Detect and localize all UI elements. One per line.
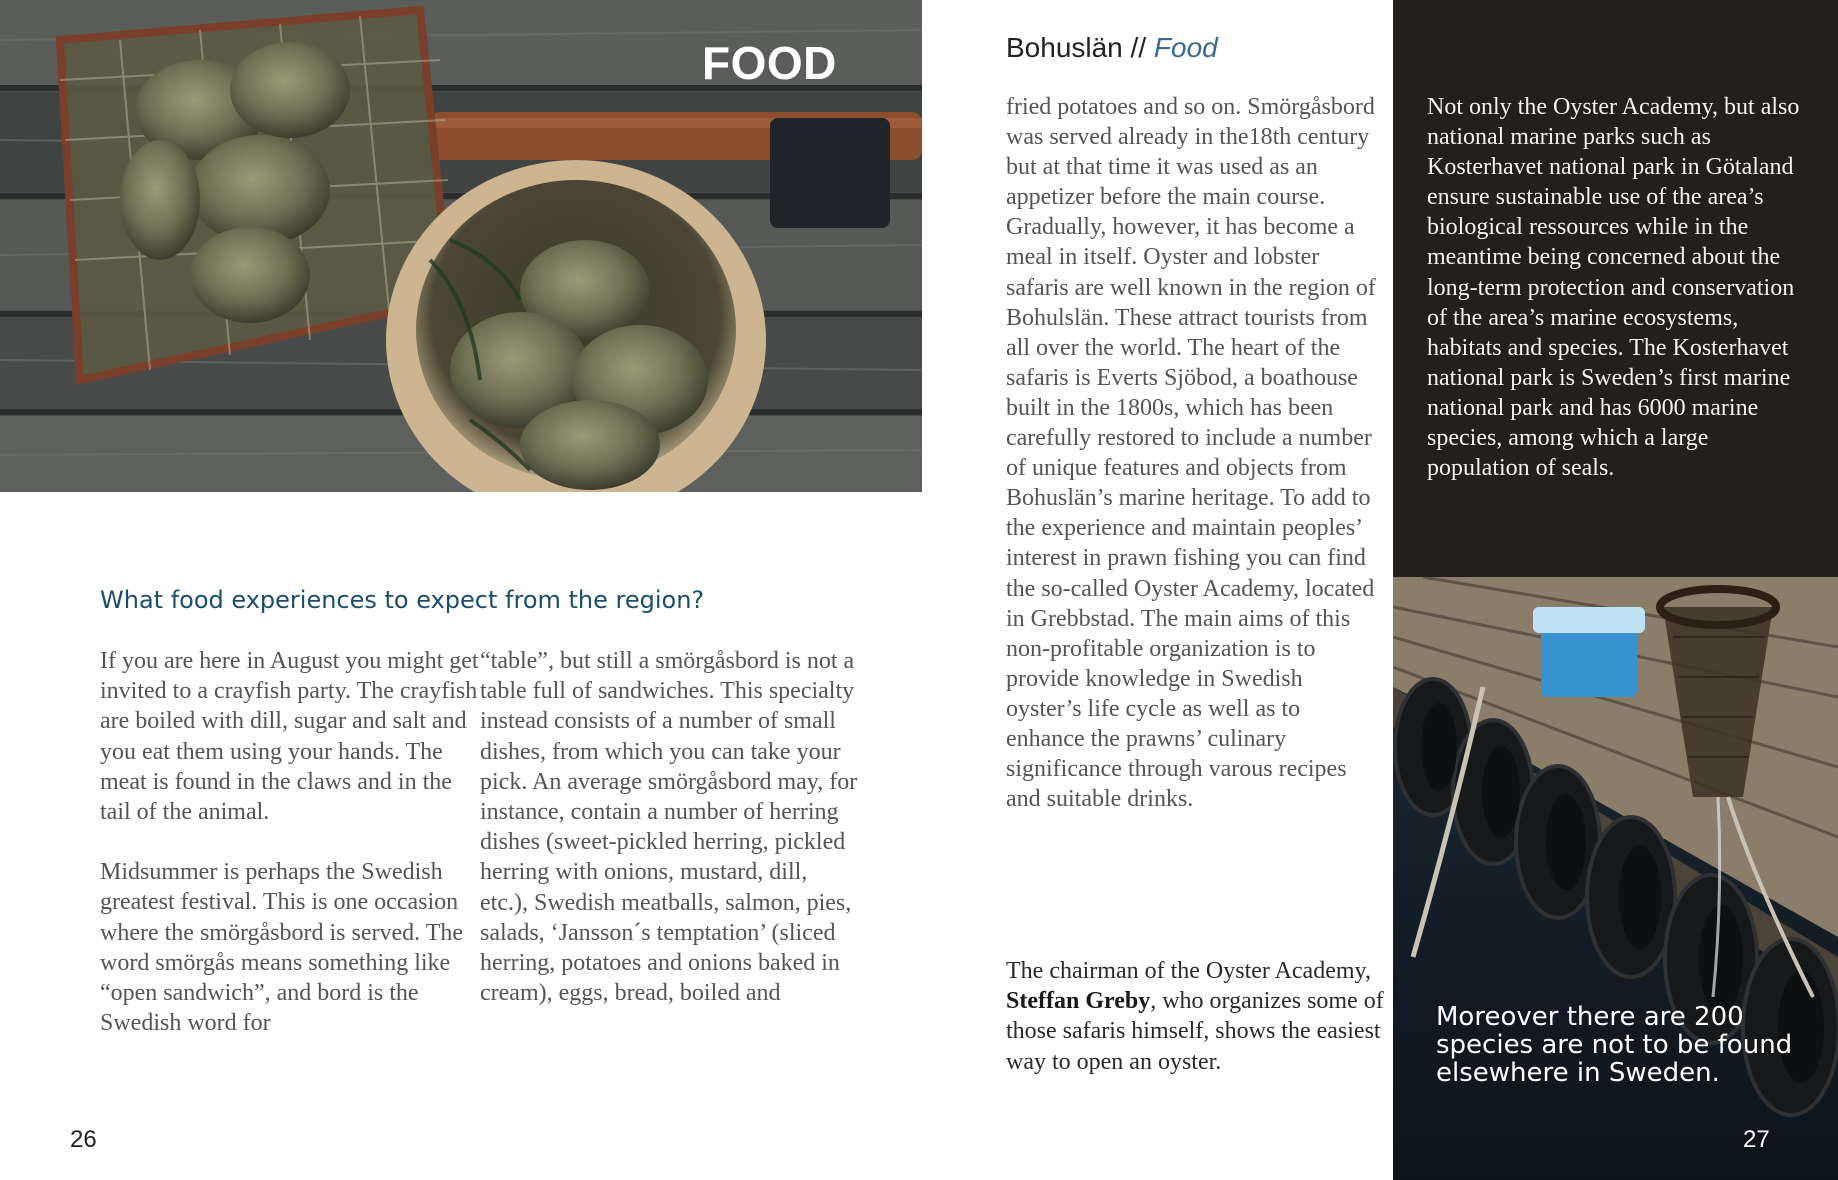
caption-name: Steffan Greby xyxy=(1006,988,1151,1015)
text-column-3: fried potatoes and so on. Smörgåsbord was served already in the18th century but at that time it was used as an appetizer before the main course. Gradually, however, it has become a meal in itself. Oyster and lobster safaris are well known in the region of Bohulslän. These attract tourists from all over the world. The heart of the safaris is Everts Sjöbod, a boathouse built in the 1800s, which has been carefully restored to include a number of unique features and objects from Bohuslän’s marine heritage. To add to the experience and maintain peoples’ interest in prawn fishing you can find the so-called Oyster Academy, located in Grebbstad. The main aims of this non-profitable organization is to provide knowledge in Swedish oyster’s life cycle as well as to enhance the prawns’ culinary significance through varous recipes and suitable drinks. xyxy=(1006,94,1376,813)
page-number-left: 26 xyxy=(70,1126,97,1153)
heading-topic: Food xyxy=(1153,32,1218,63)
paragraph-midsummer: Midsummer is perhaps the Swedish greatest festival. This is one occasion where the smörgåsbord is served. The word smörgås means something like “open sandwich”, and bord is the Swedish word for xyxy=(100,859,464,1037)
pier-tires-photo xyxy=(1393,577,1838,1180)
caption-text-before: The chairman of the Oyster Academy, xyxy=(1006,958,1371,984)
page-number-right: 27 xyxy=(1743,1126,1770,1153)
info-box-text: Not only the Oyster Academy, but also national marine parks such as Kosterhavet national park in Götaland ensure sustainable use of the area’s biological ressources while in the meantime being concerned about the long-term protection and conservation of the area’s marine ecosystems, habitats and species. The Kosterhavet national park is Sweden’s first marine national park and has 6000 marine species, among which a large population of seals. xyxy=(1427,94,1800,482)
text-column-1 xyxy=(100,646,480,1068)
paragraph-smorgasbord: “table”, but still a smörgåsbord is not a table full of sandwiches. This specialty instead consists of a number of small dishes, from which you can take your pick. An average smörgåsbord may, for instance, contain a number of herring dishes (sweet-pickled herring, pickled herring with onions, mustard, dill, etc.), Swedish meatballs, salmon, pies, salads, ‘Jansson´s temptation’ (sliced herring, potatoes and onions baked in cream), eggs, bread, boiled and xyxy=(480,648,858,1007)
paragraph-crayfish: If you are here in August you might get invited to a crayfish party. The crayfish are boiled with dill, sugar and salt and you eat them using your hands. The meat is found in the claws and in the tail of the animal. xyxy=(100,648,479,826)
running-heading xyxy=(1006,32,1218,64)
photo-title: FOOD xyxy=(702,37,837,89)
section-question: What food experiences to expect from the region? xyxy=(100,586,705,614)
heading-region: Bohuslän // xyxy=(1006,32,1147,63)
caption-text-after: , who organizes some of those safaris himself, shows the easiest way to open an oyster. xyxy=(1006,988,1384,1075)
text-column-2 xyxy=(480,646,860,1038)
photo-caption-chairman xyxy=(1006,956,1386,1077)
pier-photo-caption: Moreover there are 200 species are not to be found elsewhere in Sweden. xyxy=(1436,1002,1793,1088)
